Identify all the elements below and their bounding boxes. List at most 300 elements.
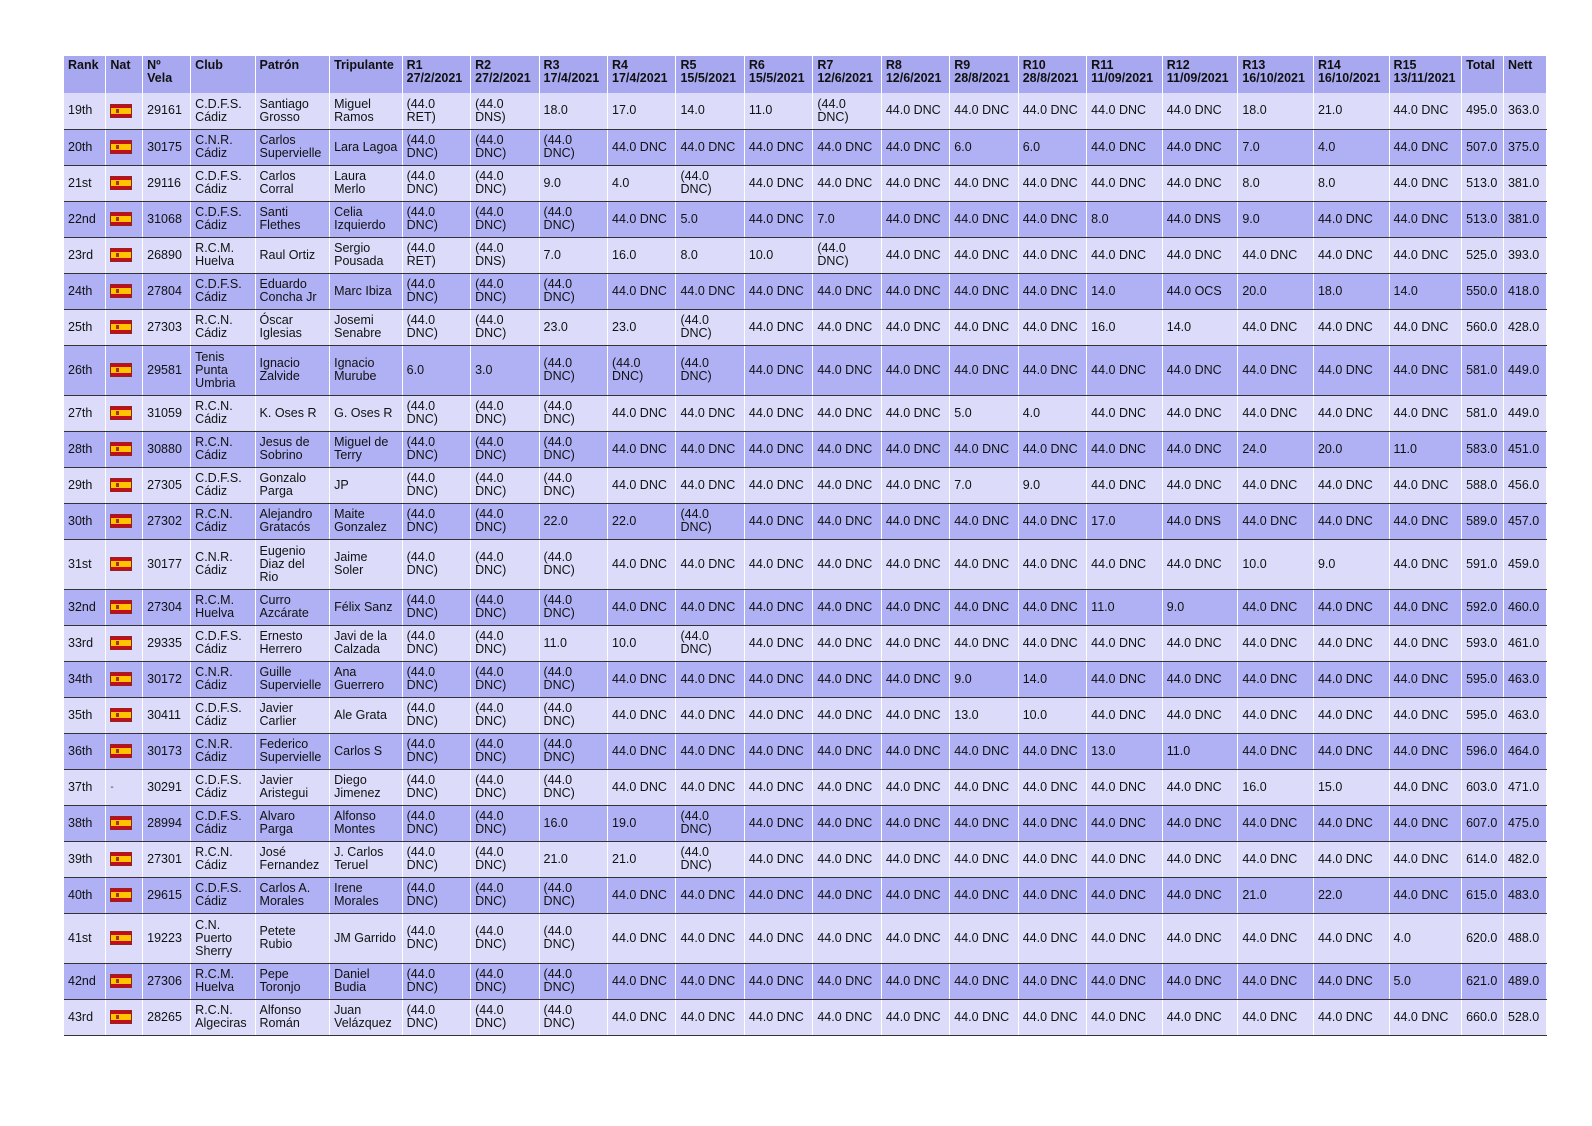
race-score-cell: 44.0 DNC <box>1313 345 1389 395</box>
race-score-cell: 44.0 DNC <box>881 539 949 589</box>
helm-cell: Carlos Corral <box>255 165 330 201</box>
race-score-cell: 10.0 <box>744 237 812 273</box>
table-row <box>64 841 1547 877</box>
helm-cell: Carlos Supervielle <box>255 129 330 165</box>
nationality-cell <box>106 129 143 165</box>
nationality-cell <box>106 661 143 697</box>
total-cell: 614.0 <box>1462 841 1504 877</box>
column-header-line: R10 <box>1022 58 1046 72</box>
race-score-cell: 44.0 DNC <box>1018 999 1086 1035</box>
rank-cell: 43rd <box>64 999 106 1035</box>
helm-cell: Raul Ortiz <box>255 237 330 273</box>
column-header <box>255 56 330 93</box>
nett-cell: 528.0 <box>1503 999 1546 1035</box>
race-score-cell: (44.0 DNC) <box>471 661 539 697</box>
column-header <box>1462 56 1504 93</box>
race-score-cell: 44.0 DNC <box>950 309 1018 345</box>
race-score-cell: (44.0 DNC) <box>471 733 539 769</box>
race-score-cell: 6.0 <box>402 345 470 395</box>
nett-cell: 457.0 <box>1503 503 1546 539</box>
race-score-cell: 44.0 DNC <box>950 345 1018 395</box>
nett-cell: 363.0 <box>1503 93 1546 129</box>
table-row <box>64 431 1547 467</box>
race-score-cell: 16.0 <box>539 805 607 841</box>
race-score-cell: 44.0 DNC <box>608 589 676 625</box>
crew-cell: Sergio Pousada <box>330 237 403 273</box>
helm-cell: Guille Supervielle <box>255 661 330 697</box>
race-score-cell: 44.0 DNC <box>1238 661 1314 697</box>
column-header <box>330 56 403 93</box>
race-score-cell: 18.0 <box>1238 93 1314 129</box>
sail-number-cell: 27303 <box>143 309 191 345</box>
spain-flag-icon <box>110 852 132 866</box>
race-score-cell: (44.0 DNC) <box>402 697 470 733</box>
total-cell: 589.0 <box>1462 503 1504 539</box>
race-score-cell: 44.0 DNC <box>1389 129 1462 165</box>
race-score-cell: 44.0 DNC <box>608 733 676 769</box>
race-score-cell: (44.0 DNS) <box>471 93 539 129</box>
race-score-cell: 14.0 <box>1087 273 1163 309</box>
race-score-cell: 4.0 <box>1018 395 1086 431</box>
race-score-cell: 44.0 DNC <box>744 395 812 431</box>
race-score-cell: 44.0 DNC <box>1087 395 1163 431</box>
helm-cell: Ignacio Zalvide <box>255 345 330 395</box>
total-cell: 513.0 <box>1462 165 1504 201</box>
race-score-cell: 13.0 <box>1087 733 1163 769</box>
race-score-cell: (44.0 DNC) <box>471 769 539 805</box>
nationality-cell <box>106 395 143 431</box>
race-score-cell: (44.0 DNC) <box>471 999 539 1035</box>
sail-number-cell: 30177 <box>143 539 191 589</box>
table-row <box>64 93 1547 129</box>
race-score-cell: 44.0 DNC <box>1162 913 1238 963</box>
column-header-line: 28/8/2021 <box>954 71 1010 85</box>
race-score-cell: (44.0 DNC) <box>402 913 470 963</box>
race-score-cell: 44.0 DNC <box>744 503 812 539</box>
race-score-cell: (44.0 DNC) <box>676 503 744 539</box>
nationality-cell <box>106 805 143 841</box>
rank-cell: 31st <box>64 539 106 589</box>
race-score-cell: 44.0 DNC <box>1087 539 1163 589</box>
race-score-cell: 44.0 DNC <box>1087 697 1163 733</box>
race-score-cell: 44.0 DNC <box>950 841 1018 877</box>
race-score-cell: 14.0 <box>1389 273 1462 309</box>
club-cell: R.C.N. Cádiz <box>191 309 255 345</box>
race-score-cell: (44.0 DNC) <box>608 345 676 395</box>
rank-cell: 28th <box>64 431 106 467</box>
race-score-cell: 44.0 DNC <box>1162 467 1238 503</box>
column-header-line: R13 <box>1242 58 1266 72</box>
rank-cell: 42nd <box>64 963 106 999</box>
rank-cell: 22nd <box>64 201 106 237</box>
race-score-cell: 44.0 DNC <box>676 877 744 913</box>
crew-cell: G. Oses R <box>330 395 403 431</box>
race-score-cell: (44.0 DNC) <box>676 309 744 345</box>
race-score-cell: 9.0 <box>1162 589 1238 625</box>
race-score-cell: 20.0 <box>1313 431 1389 467</box>
race-score-cell: (44.0 DNC) <box>539 661 607 697</box>
column-header-line: R7 <box>817 58 834 72</box>
sail-number-cell: 30411 <box>143 697 191 733</box>
crew-cell: Carlos S <box>330 733 403 769</box>
crew-cell: Maite Gonzalez <box>330 503 403 539</box>
race-score-cell: 44.0 DNC <box>1313 963 1389 999</box>
race-score-cell: 8.0 <box>676 237 744 273</box>
helm-cell: Pepe Toronjo <box>255 963 330 999</box>
race-score-cell: 44.0 DNC <box>881 697 949 733</box>
race-score-cell: 44.0 DNC <box>1389 309 1462 345</box>
race-score-cell: 44.0 DNC <box>744 431 812 467</box>
total-cell: 615.0 <box>1462 877 1504 913</box>
race-score-cell: (44.0 DNC) <box>471 877 539 913</box>
table-row <box>64 805 1547 841</box>
nett-cell: 456.0 <box>1503 467 1546 503</box>
race-score-cell: 44.0 DNC <box>1018 503 1086 539</box>
race-score-cell: 44.0 DNC <box>608 431 676 467</box>
table-row <box>64 467 1547 503</box>
column-header-line: 13/11/2021 <box>1393 71 1456 85</box>
race-score-cell: 44.0 DNC <box>1087 237 1163 273</box>
table-row <box>64 661 1547 697</box>
race-score-cell: 44.0 DNC <box>813 841 881 877</box>
race-score-cell: 44.0 DNC <box>1389 201 1462 237</box>
club-cell: C.D.F.S. Cádiz <box>191 467 255 503</box>
race-score-cell: 44.0 DNC <box>1162 769 1238 805</box>
race-score-cell: 44.0 DNC <box>950 431 1018 467</box>
race-score-cell: 44.0 DNC <box>1018 345 1086 395</box>
race-score-cell: (44.0 DNC) <box>402 625 470 661</box>
race-score-cell: 44.0 DNC <box>1162 345 1238 395</box>
race-score-cell: 9.0 <box>539 165 607 201</box>
race-score-cell: 9.0 <box>1238 201 1314 237</box>
race-score-cell: (44.0 DNC) <box>402 395 470 431</box>
club-cell: C.N.R. Cádiz <box>191 733 255 769</box>
rank-cell: 32nd <box>64 589 106 625</box>
helm-cell: Federico Supervielle <box>255 733 330 769</box>
column-header-line: 11/09/2021 <box>1091 71 1154 85</box>
race-score-cell: 44.0 DNC <box>744 165 812 201</box>
race-score-cell: 44.0 DNC <box>813 733 881 769</box>
column-header <box>191 56 255 93</box>
nationality-placeholder: - <box>110 782 114 793</box>
race-score-cell: 8.0 <box>1238 165 1314 201</box>
race-score-cell: (44.0 DNC) <box>471 625 539 661</box>
race-score-cell: 44.0 DNC <box>608 467 676 503</box>
rank-cell: 21st <box>64 165 106 201</box>
table-body <box>64 93 1547 1035</box>
race-score-cell: 44.0 DNC <box>813 697 881 733</box>
column-header-line: Nat <box>110 58 131 72</box>
spain-flag-icon <box>110 636 132 650</box>
race-score-cell: 44.0 DNC <box>676 963 744 999</box>
column-header-line: 15/5/2021 <box>748 71 805 85</box>
column-header-line: R3 <box>543 58 560 72</box>
race-score-cell: (44.0 DNC) <box>402 503 470 539</box>
total-cell: 660.0 <box>1462 999 1504 1035</box>
race-score-cell: 44.0 DNC <box>1389 589 1462 625</box>
race-score-cell: 44.0 DNC <box>1087 165 1163 201</box>
column-header <box>64 56 106 93</box>
race-score-cell: 44.0 DNC <box>881 345 949 395</box>
table-row <box>64 345 1547 395</box>
spain-flag-icon <box>110 406 132 420</box>
column-header <box>1162 56 1238 93</box>
header-row <box>64 56 1547 93</box>
race-score-cell: (44.0 DNC) <box>402 431 470 467</box>
sail-number-cell: 30172 <box>143 661 191 697</box>
crew-cell: Diego Jimenez <box>330 769 403 805</box>
club-cell: R.C.N. Algeciras <box>191 999 255 1035</box>
race-score-cell: (44.0 DNC) <box>676 345 744 395</box>
race-score-cell: 44.0 DNC <box>950 165 1018 201</box>
race-score-cell: 44.0 DNC <box>1389 237 1462 273</box>
nationality-cell <box>106 273 143 309</box>
race-score-cell: 44.0 DNC <box>676 539 744 589</box>
race-score-cell: (44.0 DNC) <box>471 309 539 345</box>
race-score-cell: 44.0 DNC <box>1018 237 1086 273</box>
race-score-cell: (44.0 DNC) <box>471 431 539 467</box>
race-score-cell: 44.0 DNC <box>881 589 949 625</box>
total-cell: 620.0 <box>1462 913 1504 963</box>
race-score-cell: 44.0 DNC <box>1238 999 1314 1035</box>
race-score-cell: 44.0 DNC <box>1087 93 1163 129</box>
spain-flag-icon <box>110 672 132 686</box>
column-header-line: R5 <box>680 58 697 72</box>
race-score-cell: (44.0 DNC) <box>402 963 470 999</box>
table-row <box>64 201 1547 237</box>
race-score-cell: 44.0 DNC <box>813 877 881 913</box>
race-score-cell: (44.0 DNS) <box>471 237 539 273</box>
race-score-cell: 44.0 DNC <box>744 201 812 237</box>
sail-number-cell: 28994 <box>143 805 191 841</box>
race-score-cell: (44.0 DNC) <box>402 273 470 309</box>
table-row <box>64 165 1547 201</box>
race-score-cell: 44.0 DNC <box>1162 841 1238 877</box>
crew-cell: Jaime Soler <box>330 539 403 589</box>
race-score-cell: 44.0 DNC <box>1389 503 1462 539</box>
race-score-cell: 44.0 DNC <box>881 769 949 805</box>
rank-cell: 34th <box>64 661 106 697</box>
club-cell: C.D.F.S. Cádiz <box>191 769 255 805</box>
helm-cell: Gonzalo Parga <box>255 467 330 503</box>
race-score-cell: 44.0 DNC <box>1162 963 1238 999</box>
race-score-cell: 44.0 DNC <box>1162 539 1238 589</box>
table-row <box>64 963 1547 999</box>
race-score-cell: 44.0 DNC <box>881 841 949 877</box>
column-header <box>1087 56 1163 93</box>
nett-cell: 381.0 <box>1503 165 1546 201</box>
column-header <box>676 56 744 93</box>
race-score-cell: 44.0 DNC <box>676 999 744 1035</box>
race-score-cell: 44.0 DNC <box>608 769 676 805</box>
race-score-cell: 44.0 DNC <box>950 539 1018 589</box>
race-score-cell: 44.0 DNC <box>1389 733 1462 769</box>
race-score-cell: (44.0 DNC) <box>539 733 607 769</box>
race-score-cell: 44.0 DNC <box>608 963 676 999</box>
race-score-cell: 44.0 DNC <box>1238 237 1314 273</box>
total-cell: 593.0 <box>1462 625 1504 661</box>
rank-cell: 39th <box>64 841 106 877</box>
club-cell: C.D.F.S. Cádiz <box>191 165 255 201</box>
race-score-cell: 10.0 <box>1018 697 1086 733</box>
results-sheet <box>64 56 1547 1036</box>
race-score-cell: 44.0 DNC <box>744 697 812 733</box>
race-score-cell: (44.0 DNC) <box>402 201 470 237</box>
column-header-line: Nº <box>147 58 161 72</box>
spain-flag-icon <box>110 212 132 226</box>
race-score-cell: (44.0 DNC) <box>813 237 881 273</box>
race-score-cell: 5.0 <box>1389 963 1462 999</box>
race-score-cell: 21.0 <box>539 841 607 877</box>
race-score-cell: 44.0 DNC <box>1238 697 1314 733</box>
nationality-cell <box>106 963 143 999</box>
race-score-cell: (44.0 DNC) <box>402 661 470 697</box>
race-score-cell: 9.0 <box>950 661 1018 697</box>
race-score-cell: (44.0 DNC) <box>471 697 539 733</box>
crew-cell: Daniel Budia <box>330 963 403 999</box>
sail-number-cell: 27305 <box>143 467 191 503</box>
spain-flag-icon <box>110 442 132 456</box>
race-score-cell: 44.0 DNC <box>813 589 881 625</box>
race-score-cell: 44.0 DNC <box>1389 467 1462 503</box>
column-header-line: R4 <box>612 58 628 72</box>
club-cell: C.D.F.S. Cádiz <box>191 201 255 237</box>
race-score-cell: 44.0 DNC <box>881 913 949 963</box>
sail-number-cell: 31068 <box>143 201 191 237</box>
race-score-cell: 7.0 <box>1238 129 1314 165</box>
race-score-cell: (44.0 DNC) <box>471 963 539 999</box>
nett-cell: 449.0 <box>1503 345 1546 395</box>
rank-cell: 40th <box>64 877 106 913</box>
race-score-cell: 44.0 DNC <box>608 201 676 237</box>
total-cell: 581.0 <box>1462 345 1504 395</box>
table-row <box>64 733 1547 769</box>
nett-cell: 489.0 <box>1503 963 1546 999</box>
helm-cell: Santiago Grosso <box>255 93 330 129</box>
race-score-cell: (44.0 DNC) <box>539 467 607 503</box>
spain-flag-icon <box>110 600 132 614</box>
race-score-cell: 44.0 DNC <box>676 697 744 733</box>
spain-flag-icon <box>110 888 132 902</box>
race-score-cell: 44.0 DNC <box>1087 841 1163 877</box>
race-score-cell: 44.0 DNC <box>1238 345 1314 395</box>
race-score-cell: 44.0 DNC <box>1087 129 1163 165</box>
race-score-cell: 16.0 <box>1087 309 1163 345</box>
race-score-cell: 44.0 DNC <box>744 733 812 769</box>
race-score-cell: (44.0 DNC) <box>471 913 539 963</box>
sail-number-cell: 30173 <box>143 733 191 769</box>
rank-cell: 23rd <box>64 237 106 273</box>
helm-cell: Eugenio Diaz del Rio <box>255 539 330 589</box>
race-score-cell: 44.0 DNC <box>608 913 676 963</box>
race-score-cell: 44.0 DNC <box>1087 877 1163 913</box>
race-score-cell: 44.0 DNC <box>1238 733 1314 769</box>
race-score-cell: 44.0 DNC <box>881 309 949 345</box>
helm-cell: Curro Azcárate <box>255 589 330 625</box>
column-header <box>1389 56 1462 93</box>
nett-cell: 449.0 <box>1503 395 1546 431</box>
race-score-cell: 44.0 DNC <box>1018 625 1086 661</box>
race-score-cell: 44.0 DNS <box>1162 201 1238 237</box>
spain-flag-icon <box>110 557 132 571</box>
column-header <box>813 56 881 93</box>
race-score-cell: 44.0 DNC <box>1087 913 1163 963</box>
column-header-line: R15 <box>1393 58 1417 72</box>
race-score-cell: 44.0 DNC <box>744 589 812 625</box>
race-score-cell: 23.0 <box>539 309 607 345</box>
race-score-cell: 44.0 DNC <box>881 503 949 539</box>
race-score-cell: 44.0 DNC <box>1162 165 1238 201</box>
sail-number-cell: 30880 <box>143 431 191 467</box>
total-cell: 607.0 <box>1462 805 1504 841</box>
race-score-cell: 44.0 DNC <box>1389 93 1462 129</box>
helm-cell: Alfonso Román <box>255 999 330 1035</box>
race-score-cell: 44.0 DNC <box>1018 805 1086 841</box>
race-score-cell: 44.0 DNC <box>881 165 949 201</box>
race-score-cell: 44.0 DNC <box>813 273 881 309</box>
race-score-cell: 44.0 DNC <box>1087 625 1163 661</box>
race-score-cell: 44.0 DNC <box>1162 805 1238 841</box>
race-score-cell: (44.0 DNC) <box>539 877 607 913</box>
nationality-cell <box>106 913 143 963</box>
total-cell: 583.0 <box>1462 431 1504 467</box>
race-score-cell: 44.0 DNC <box>813 345 881 395</box>
race-score-cell: 44.0 DNC <box>1018 913 1086 963</box>
rank-cell: 38th <box>64 805 106 841</box>
rank-cell: 33rd <box>64 625 106 661</box>
crew-cell: Miguel Ramos <box>330 93 403 129</box>
race-score-cell: 44.0 DNC <box>1313 395 1389 431</box>
race-score-cell: 44.0 DNC <box>1087 431 1163 467</box>
race-score-cell: (44.0 DNC) <box>676 625 744 661</box>
nationality-cell <box>106 539 143 589</box>
race-score-cell: 6.0 <box>1018 129 1086 165</box>
race-score-cell: 44.0 DNC <box>1238 589 1314 625</box>
race-score-cell: 44.0 DNC <box>881 963 949 999</box>
race-score-cell: 44.0 DNC <box>1018 431 1086 467</box>
spain-flag-icon <box>110 363 132 377</box>
race-score-cell: 44.0 DNC <box>813 129 881 165</box>
race-score-cell: 44.0 DNC <box>1087 661 1163 697</box>
race-score-cell: 44.0 DNC <box>950 93 1018 129</box>
race-score-cell: 44.0 DNC <box>1313 841 1389 877</box>
race-score-cell: 5.0 <box>950 395 1018 431</box>
total-cell: 560.0 <box>1462 309 1504 345</box>
race-score-cell: 5.0 <box>676 201 744 237</box>
column-header-line: Total <box>1466 58 1496 72</box>
helm-cell: Eduardo Concha Jr <box>255 273 330 309</box>
nett-cell: 475.0 <box>1503 805 1546 841</box>
race-score-cell: 44.0 DNC <box>1238 467 1314 503</box>
race-score-cell: 44.0 DNC <box>1162 395 1238 431</box>
race-score-cell: 9.0 <box>1018 467 1086 503</box>
rank-cell: 25th <box>64 309 106 345</box>
race-score-cell: 44.0 DNC <box>1162 93 1238 129</box>
race-score-cell: 44.0 DNC <box>676 467 744 503</box>
race-score-cell: (44.0 DNC) <box>676 805 744 841</box>
race-score-cell: 44.0 DNC <box>744 999 812 1035</box>
column-header-line: R11 <box>1091 58 1114 72</box>
race-score-cell: 19.0 <box>608 805 676 841</box>
race-score-cell: 44.0 DNC <box>1313 913 1389 963</box>
race-score-cell: (44.0 DNC) <box>471 841 539 877</box>
race-score-cell: 44.0 DNC <box>744 467 812 503</box>
race-score-cell: (44.0 DNC) <box>402 841 470 877</box>
race-score-cell: (44.0 DNC) <box>402 589 470 625</box>
crew-cell: Juan Velázquez <box>330 999 403 1035</box>
race-score-cell: 44.0 DNC <box>813 395 881 431</box>
sail-number-cell: 30291 <box>143 769 191 805</box>
